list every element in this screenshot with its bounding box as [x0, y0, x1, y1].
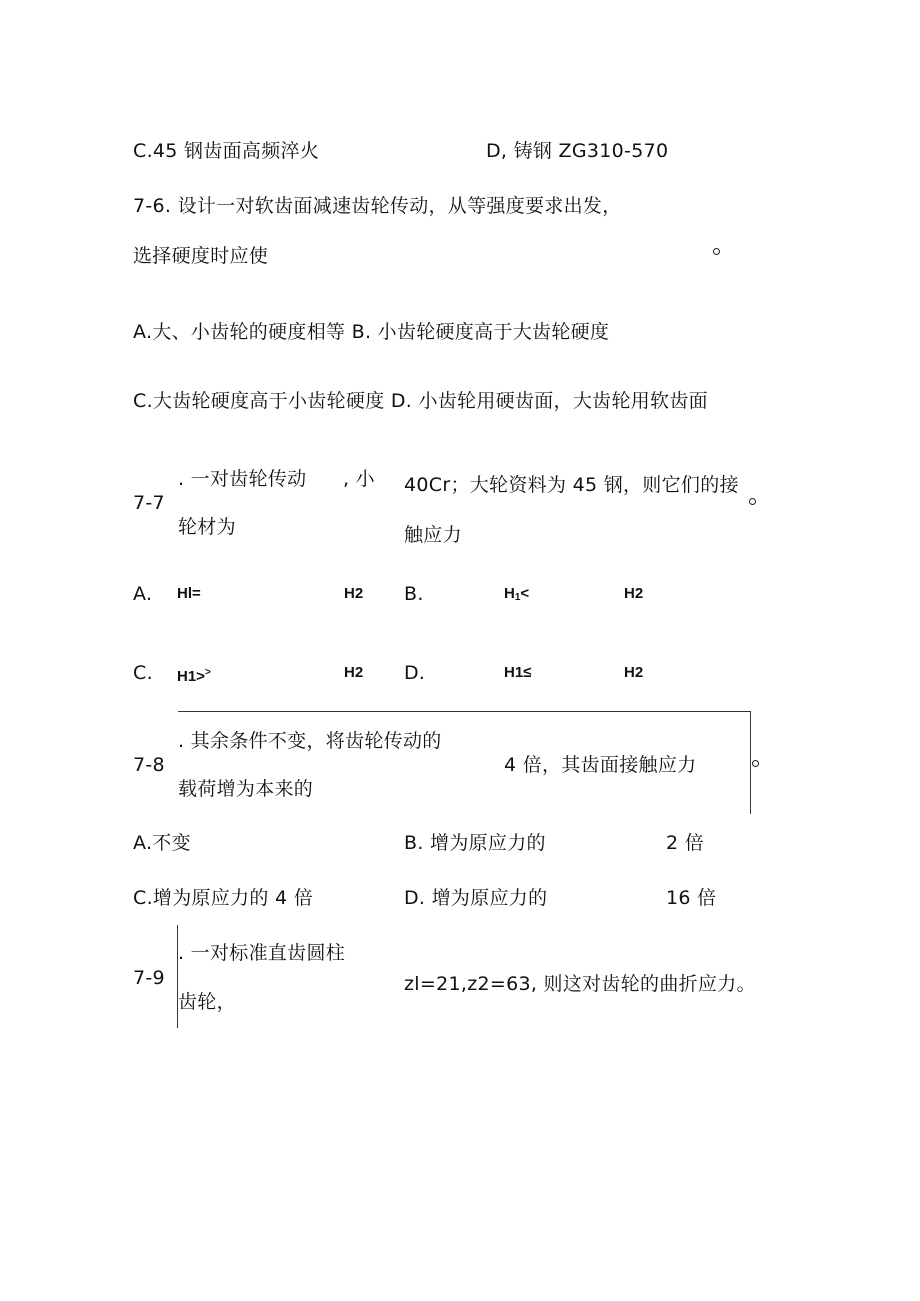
- option-d-value: 16 倍: [666, 887, 717, 909]
- option-b-value: 2 倍: [666, 832, 705, 854]
- answer-blank-circle: [749, 498, 756, 505]
- table-right-border: [750, 711, 751, 814]
- question-7-7-part2: , 小: [343, 468, 375, 490]
- option-c-left: H1>>: [177, 667, 211, 685]
- question-7-8-number: 7-8: [133, 754, 165, 776]
- question-7-7-number: 7-7: [133, 492, 165, 514]
- option-a-text: A.不变: [133, 832, 191, 854]
- option-d-text: D. 增为原应力的: [404, 887, 548, 909]
- option-a-letter: A.: [133, 583, 153, 605]
- question-7-9-part1: . 一对标准直齿圆柱: [178, 942, 346, 964]
- question-7-9-number: 7-9: [133, 967, 165, 989]
- option-c-letter: C.: [133, 662, 153, 684]
- question-7-6-line2: 选择硬度时应使: [133, 245, 269, 267]
- option-b-letter: B.: [404, 583, 424, 605]
- option-b-left: $H_1<$: [504, 585, 530, 603]
- question-7-7-part3: 轮材为: [178, 516, 236, 538]
- question-7-8-part2: 载荷增为本来的: [178, 778, 314, 800]
- question-7-7-part1: . 一对齿轮传动: [178, 468, 307, 490]
- option-d-left: H1≤: [504, 664, 532, 681]
- question-7-9-part2: 齿轮，: [178, 991, 236, 1013]
- option-d-right: H2: [624, 664, 644, 681]
- option-c-text: C.增为原应力的 4 倍: [133, 887, 314, 909]
- option-c-right: H2: [344, 664, 364, 681]
- question-7-7-part4: 40Cr；大轮资料为 45 钢，则它们的接: [404, 474, 739, 496]
- option-b-right: H2: [624, 585, 644, 602]
- question-7-6-options-ab: A.大、小齿轮的硬度相等 B. 小齿轮硬度高于大齿轮硬度: [133, 321, 610, 343]
- answer-blank-circle: [752, 760, 759, 767]
- option-c-text: C.45 钢齿面高频淬火: [133, 140, 320, 162]
- question-7-7-part5: 触应力: [404, 524, 462, 546]
- option-d-text: D, 铸钢 ZG310-570: [486, 140, 669, 162]
- option-a-right: H2: [344, 585, 364, 602]
- question-7-9-part3: zl=21,z2=63, 则这对齿轮的曲折应力。: [404, 973, 756, 995]
- option-d-letter: D.: [404, 662, 426, 684]
- answer-blank-circle: [713, 248, 720, 255]
- option-a-left: Hl=: [177, 585, 201, 602]
- question-7-8-part3: 4 倍，其齿面接触应力: [504, 754, 697, 776]
- option-b-text: B. 增为原应力的: [404, 832, 546, 854]
- question-7-8-part1: . 其余条件不变，将齿轮传动的: [178, 730, 442, 752]
- question-7-6-options-cd: C.大齿轮硬度高于小齿轮硬度 D. 小齿轮用硬齿面，大齿轮用软齿面: [133, 390, 708, 412]
- question-7-6-line1: 7-6. 设计一对软齿面减速齿轮传动，从等强度要求出发，: [133, 195, 622, 217]
- table-top-border: [178, 711, 751, 712]
